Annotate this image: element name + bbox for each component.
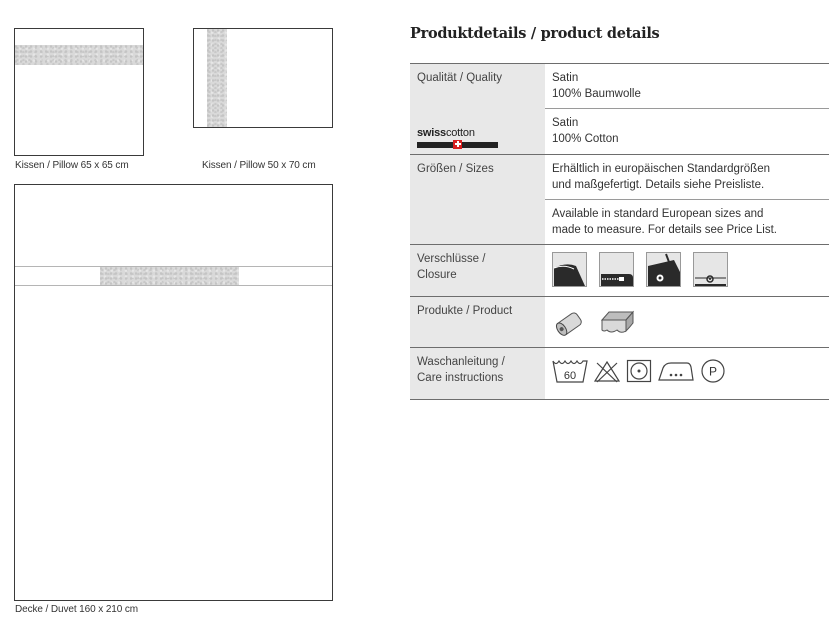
swisscotton-logo-bold: swiss	[417, 126, 446, 139]
products-label: Produkte / Product	[410, 296, 545, 347]
sizes-english-line1: Available in standard European sizes and	[552, 207, 764, 220]
quality-label: Qualität / Quality	[410, 64, 545, 109]
dry-clean-p-icon	[700, 358, 726, 384]
pillow-50-illustration	[193, 28, 333, 128]
care-label-line1: Waschanleitung /	[417, 355, 505, 368]
quality-composition-en: 100% Cotton	[552, 133, 619, 145]
pillow-50-caption: Kissen / Pillow 50 x 70 cm	[202, 160, 316, 171]
button-closure-icon	[646, 252, 681, 287]
quality-row-english	[410, 109, 829, 155]
duvet-fold-line-bottom	[15, 285, 332, 286]
product-details-title: Produktdetails / product details	[410, 25, 660, 42]
pillow-65-caption: Kissen / Pillow 65 x 65 cm	[15, 160, 129, 171]
sizes-label: Größen / Sizes	[410, 154, 545, 199]
duvet-stripe	[100, 267, 239, 285]
care-label-line2: Care instructions	[417, 371, 504, 384]
quality-material: Satin	[552, 72, 579, 84]
care-row	[410, 347, 829, 399]
wash-60-icon	[552, 359, 588, 383]
sizes-german-line1: Erhältlich in europäischen Standardgrößen	[552, 162, 770, 175]
product-details-table	[410, 63, 829, 400]
quality-composition: 100% Baumwolle	[552, 88, 641, 100]
closures-row	[410, 244, 829, 296]
swiss-flag-icon	[453, 140, 462, 149]
quality-material-en: Satin	[552, 117, 579, 129]
fitted-sheet-icon	[599, 306, 634, 341]
sizes-english-line2: made to measure. For details see Price List.	[552, 223, 777, 236]
duvet-illustration	[14, 184, 333, 601]
no-bleach-icon	[593, 359, 621, 383]
closures-label-line2: Closure	[417, 268, 457, 281]
pillow-65-stripe	[15, 45, 143, 65]
zipper-closure-icon	[599, 252, 634, 287]
swisscotton-logo-light: cotton	[445, 126, 475, 139]
sizes-german-line2: und maßgefertigt. Details siehe Preisliste.	[552, 178, 765, 191]
quality-row	[410, 64, 829, 109]
sizes-row-english	[410, 199, 829, 244]
products-row	[410, 296, 829, 347]
tumble-dry-icon	[626, 359, 652, 383]
pillow-65-illustration	[14, 28, 144, 156]
swiss-flag-bar	[417, 142, 498, 148]
swisscotton-logo	[417, 125, 538, 148]
snap-closure-icon	[693, 252, 728, 287]
duvet-caption: Decke / Duvet 160 x 210 cm	[15, 604, 139, 615]
pillow-50-stripe	[207, 29, 227, 127]
closures-label-line1: Verschlüsse /	[417, 252, 486, 265]
pillowcase-roll-icon	[552, 306, 587, 341]
sizes-row	[410, 154, 829, 199]
iron-icon	[657, 359, 695, 383]
dry-clean-letter: P	[708, 364, 718, 378]
wash-temperature: 60	[563, 369, 577, 382]
envelope-closure-icon	[552, 252, 587, 287]
